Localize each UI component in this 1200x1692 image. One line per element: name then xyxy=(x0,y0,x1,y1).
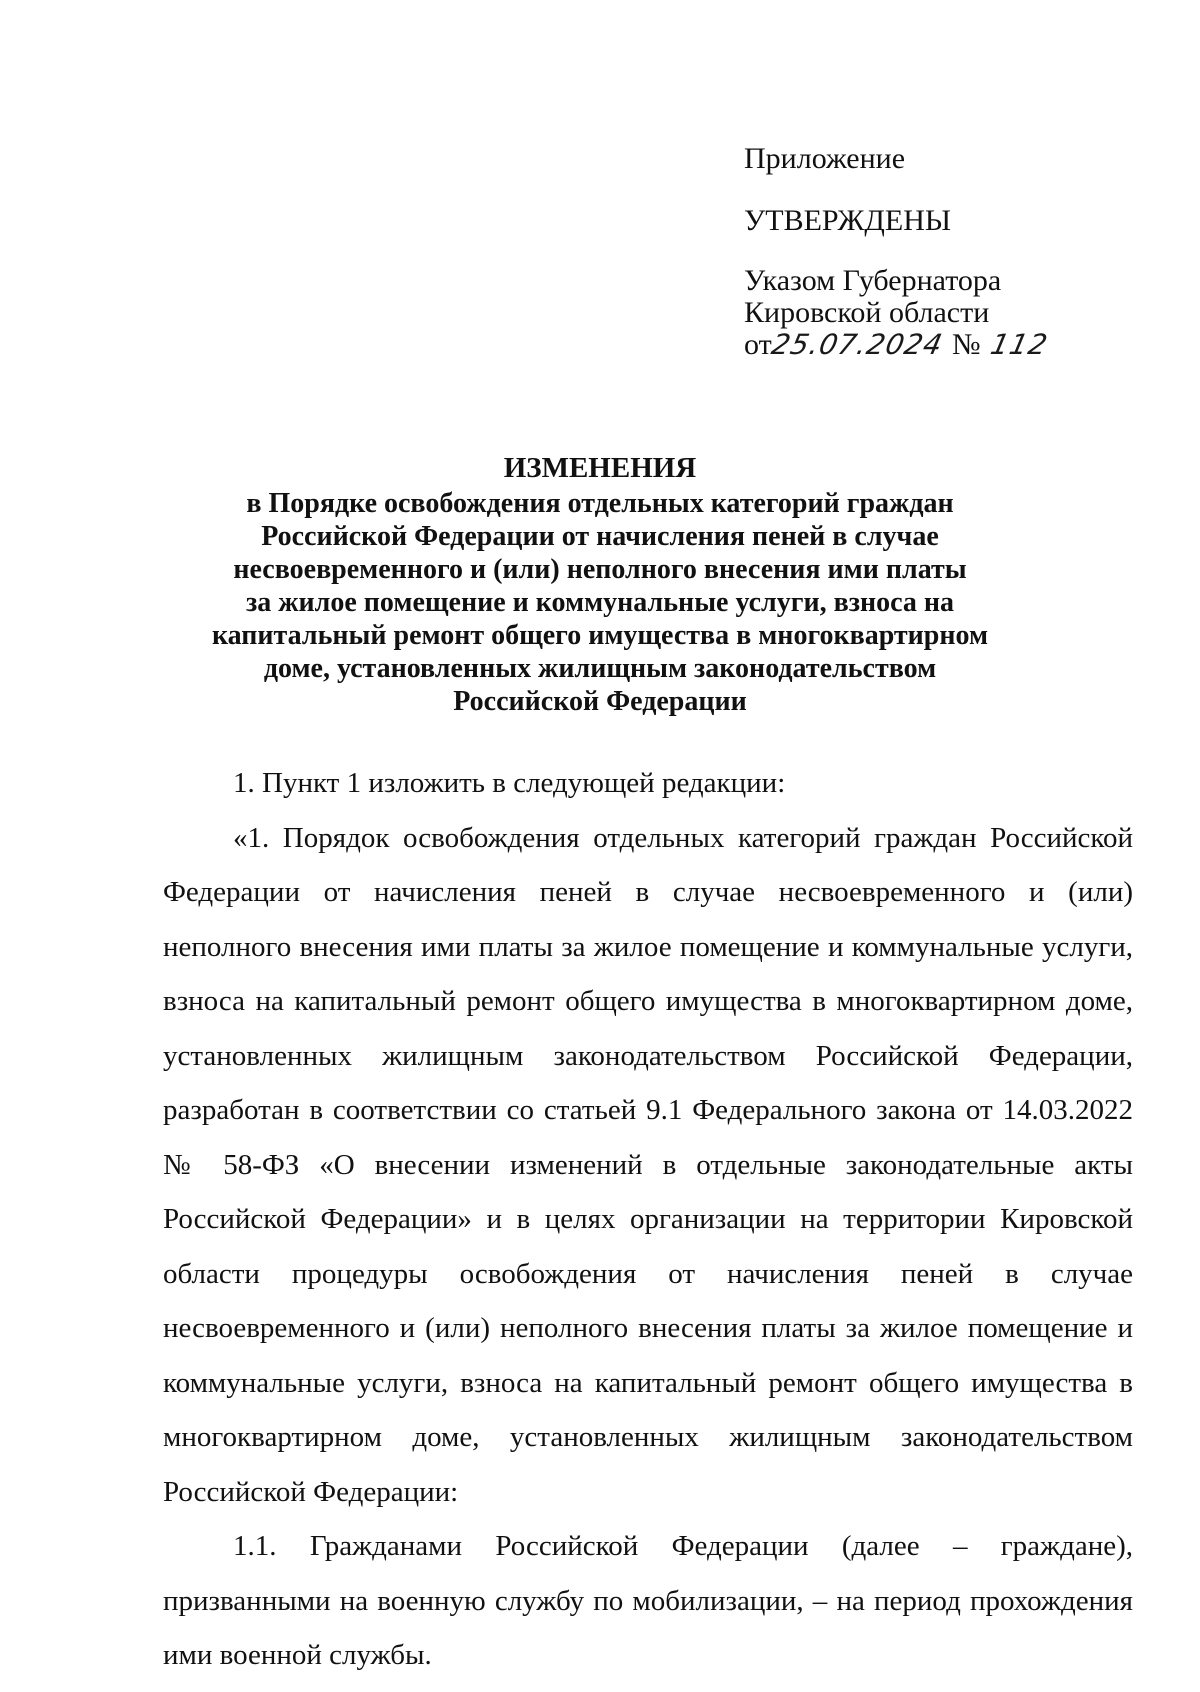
decree-line-2: Кировской области xyxy=(744,296,990,329)
number-sign: № xyxy=(952,328,981,361)
title-line: несвоевременного и (или) неполного внесения ими платы xyxy=(233,554,967,585)
paragraph-item-1: 1. Пункт 1 изложить в следующей редакции: xyxy=(233,767,786,799)
title-line: доме, установленных жилищным законодательством xyxy=(263,653,937,684)
title-line: Российской Федерации xyxy=(453,686,747,717)
decree-line-1: Указом Губернатора xyxy=(744,264,1002,297)
date-prefix: от xyxy=(744,328,772,361)
title-heading: ИЗМЕНЕНИЯ xyxy=(503,452,697,484)
title-line: капитальный ремонт общего имущества в многоквартирном xyxy=(211,620,989,651)
paragraph-item-1-text: «1. Порядок освобождения отдельных категорий граждан Российской Федерации от начисления пеней в случае несвоевременного и (или) неполного внесения ими платы за жилое помещение и коммунальные услуги, взноса на капитальный ремонт общего имущества в многоквартирном доме, установленных жилищным законодательством Российской Федерации, разработан в соответствии со статьей 9.1 Федерального закона от 14.03.2022 № 58-ФЗ «О внесении изменений в отдельные законодательные акты Российской Федерации» и в целях организации на территории Кировской области процедуры освобождения от начисления пеней в случае несвоевременного и (или) неполного внесения платы за жилое помещение и коммунальные услуги, взноса на капитальный ремонт общего имущества в многоквартирном доме, установленных жилищным законодательством Российской Федерации: xyxy=(163,821,1133,1508)
appendix-label: Приложение xyxy=(744,142,906,175)
approved-label: УТВЕРЖДЕНЫ xyxy=(744,204,952,237)
title-line: в Порядке освобождения отдельных категорий граждан xyxy=(246,488,954,519)
title-line: Российской Федерации от начисления пеней в случае xyxy=(261,521,939,552)
approval-block xyxy=(744,143,1164,361)
handwritten-date: 25.07.2024 xyxy=(768,328,946,361)
title-line: за жилое помещение и коммунальные услуги, взноса на xyxy=(245,587,955,618)
document-title xyxy=(200,452,1000,718)
handwritten-number: 112 xyxy=(987,328,1051,361)
paragraph-item-1-1: 1.1. Гражданами Российской Федерации (далее – граждане), призванными на военную службу по мобилизации, – на период прохождения ими военной службы. xyxy=(163,1530,1133,1671)
date-number-line xyxy=(744,329,1164,361)
document-body xyxy=(163,756,1133,1683)
